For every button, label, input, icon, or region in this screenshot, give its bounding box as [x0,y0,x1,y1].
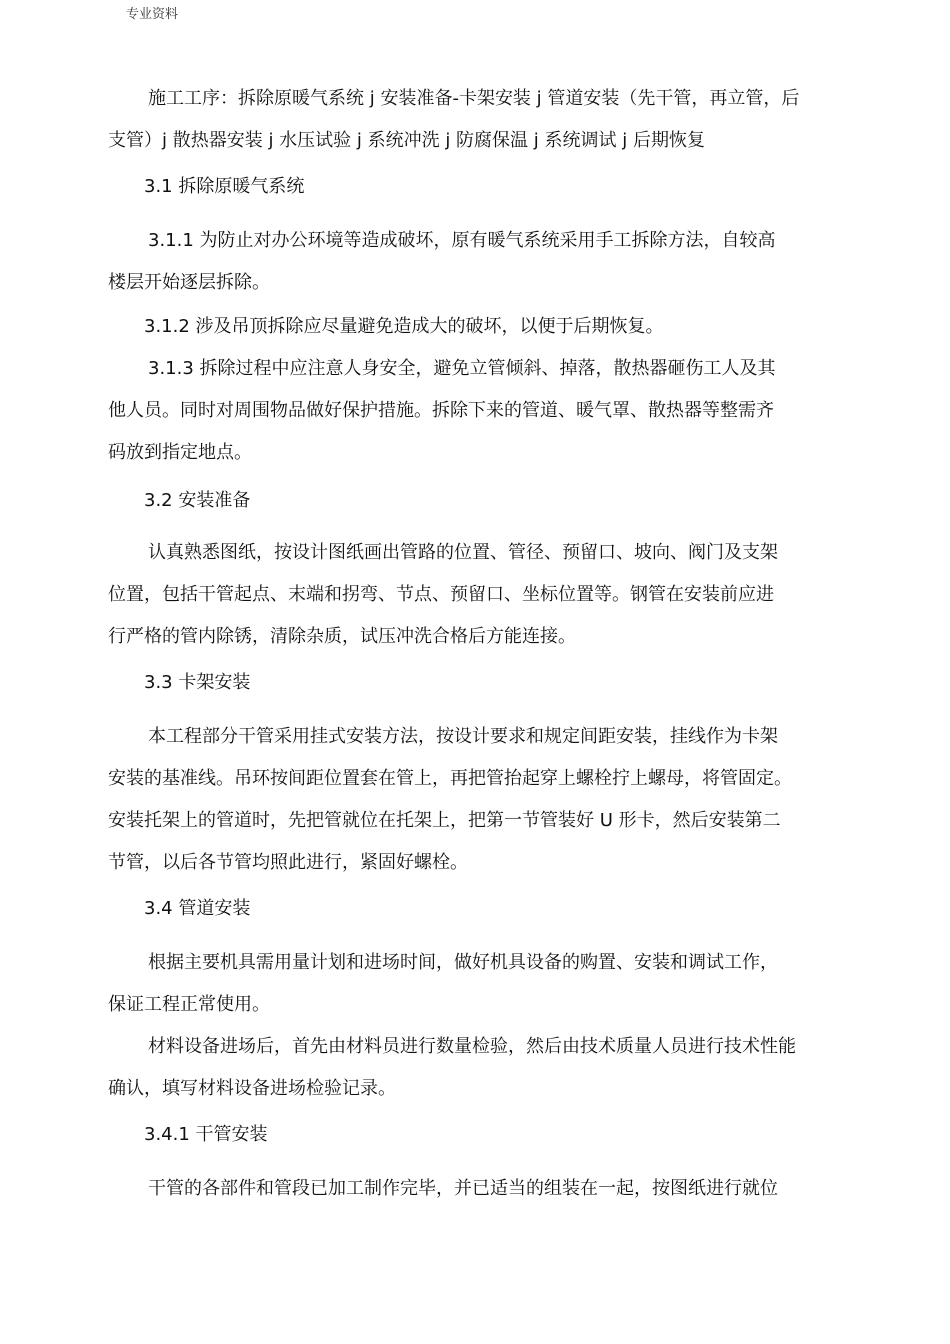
section-heading-3-3: 3.3 卡架安装 [144,672,251,693]
section-heading-3-4: 3.4 管道安装 [144,898,251,919]
body-line: 行严格的管内除锈，清除杂质，试压冲洗合格后方能连接。 [108,626,576,647]
body-line: 本工程部分干管采用挂式安装方法，按设计要求和规定间距安装，挂线作为卡架 [148,726,778,747]
body-line: 施工工序：拆除原暖气系统 j 安装准备-卡架安装 j 管道安装（先干管，再立管，后 [148,88,800,109]
section-heading-3-2: 3.2 安装准备 [144,490,251,511]
page-header-label: 专业资料 [126,7,179,22]
body-line: 节管，以后各节管均照此进行，紧固好螺栓。 [108,852,468,873]
body-line: 码放到指定地点。 [108,442,252,463]
body-line: 楼层开始逐层拆除。 [108,272,270,293]
body-line: 位置，包括干管起点、末端和拐弯、节点、预留口、坐标位置等。钢管在安装前应进 [108,584,774,605]
body-line: 安装的基准线。吊环按间距位置套在管上，再把管抬起穿上螺栓拧上螺母，将管固定。 [108,768,792,789]
body-line: 认真熟悉图纸，按设计图纸画出管路的位置、管径、预留口、坡向、阀门及支架 [148,542,778,563]
body-line: 干管的各部件和管段已加工制作完毕，并已适当的组装在一起，按图纸进行就位 [148,1178,778,1199]
body-line: 他人员。同时对周围物品做好保护措施。拆除下来的管道、暖气罩、散热器等整需齐 [108,400,774,421]
body-line: 根据主要机具需用量计划和进场时间，做好机具设备的购置、安装和调试工作， [148,952,778,973]
body-line: 保证工程正常使用。 [108,994,270,1015]
body-line: 确认，填写材料设备进场检验记录。 [108,1078,396,1099]
body-line: 支管）j 散热器安装 j 水压试验 j 系统冲洗 j 防腐保温 j 系统调试 j 后期恢复 [108,130,705,151]
body-line: 3.1.1 为防止对办公环境等造成破坏，原有暖气系统采用手工拆除方法，自较高 [148,230,776,251]
section-heading-3-4-1: 3.4.1 干管安装 [144,1124,268,1145]
body-line: 3.1.2 涉及吊顶拆除应尽量避免造成大的破坏，以便于后期恢复。 [144,316,664,337]
body-line: 3.1.3 拆除过程中应注意人身安全，避免立管倾斜、掉落，散热器砸伤工人及其 [148,358,776,379]
body-line: 材料设备进场后，首先由材料员进行数量检验，然后由技术质量人员进行技术性能 [148,1036,796,1057]
section-heading-3-1: 3.1 拆除原暖气系统 [144,176,305,197]
body-line: 安装托架上的管道时，先把管就位在托架上，把第一节管装好 U 形卡，然后安装第二 [108,810,781,831]
